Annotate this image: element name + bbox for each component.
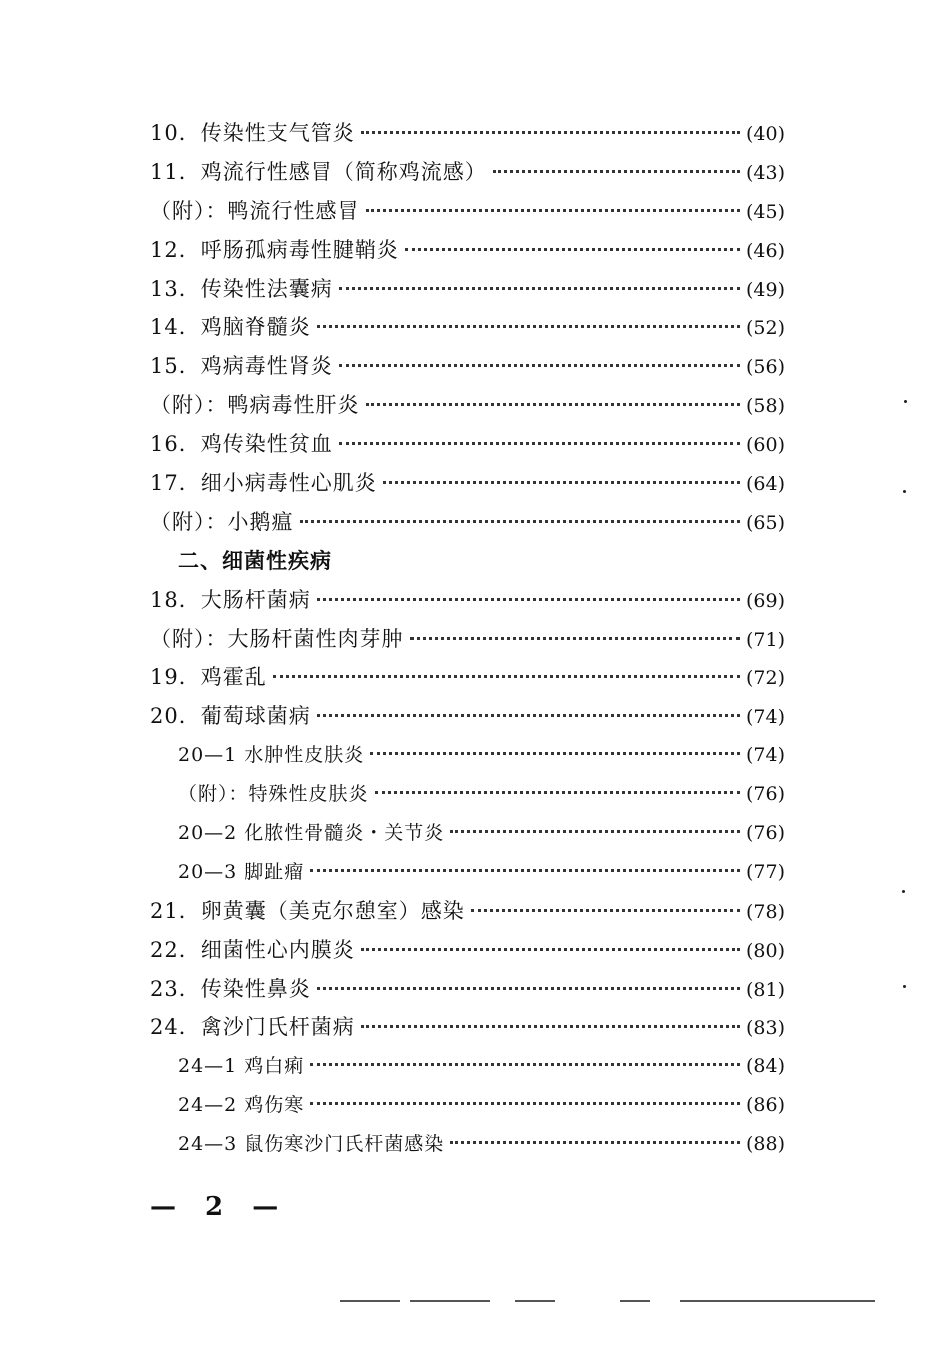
toc-entry-page: (64) (746, 473, 786, 496)
dot-leader (300, 520, 741, 523)
toc-entry-page: (49) (746, 278, 786, 301)
dot-leader (310, 869, 740, 872)
toc-entry-page: (40) (746, 123, 786, 145)
scan-speck (904, 400, 907, 403)
toc-entry-title: 20—1 水肿性皮肤炎 (178, 744, 365, 767)
toc-entry-title: 22．细菌性心内膜炎 (150, 937, 355, 962)
toc-entry (150, 114, 800, 153)
scan-artifact-line (680, 1300, 875, 1302)
dot-leader (339, 364, 740, 367)
dot-leader (361, 131, 740, 134)
toc-entry-title: （附）：鸭流行性感冒 (150, 198, 360, 223)
toc-entry-title: 24—2 鸡伤寒 (178, 1094, 305, 1117)
toc-entry-page: (88) (746, 1133, 786, 1156)
toc-entry-page: (65) (746, 511, 786, 534)
dot-leader (410, 637, 741, 640)
toc-entry-page: (52) (746, 317, 786, 340)
toc-entry (150, 464, 800, 503)
toc-entry-page: (74) (746, 706, 786, 729)
toc-entry (150, 503, 800, 542)
scan-artifact-line (515, 1300, 555, 1302)
toc-entry (150, 814, 800, 853)
toc-entry-title: 12．呼肠孤病毒性腱鞘炎 (150, 237, 399, 262)
toc-entry (150, 892, 800, 931)
toc-entry-page: (58) (746, 395, 786, 418)
toc-entry-title: 24—1 鸡白痢 (178, 1055, 305, 1078)
toc-entry (150, 153, 800, 192)
toc-entry-title: 20—2 化脓性骨髓炎・关节炎 (178, 822, 445, 845)
toc-entry (150, 853, 800, 892)
toc-entry-page: (74) (746, 744, 786, 767)
toc-entry (150, 270, 800, 309)
toc-entry-title: 24—3 鼠伤寒沙门氏杆菌感染 (178, 1133, 445, 1156)
toc-entry-page: (81) (746, 978, 786, 1001)
toc-entry-page: (86) (746, 1094, 786, 1117)
toc-entry-page: (72) (746, 667, 786, 690)
toc-entry-title: 23．传染性鼻炎 (150, 976, 311, 1001)
toc-entry (150, 347, 800, 386)
section-heading (150, 542, 800, 581)
toc-entry-page: (71) (746, 628, 786, 651)
toc-entry (150, 231, 800, 270)
page-number: — 2 — (150, 1192, 289, 1222)
dot-leader (405, 248, 740, 251)
toc-entry (150, 1047, 800, 1086)
toc-entry (150, 386, 800, 425)
toc-entry-page: (43) (746, 161, 786, 184)
toc-entry-page: (60) (746, 434, 786, 457)
toc-entry-title: （附）：小鹅瘟 (150, 509, 294, 534)
table-of-contents (150, 114, 800, 1164)
toc-entry (150, 192, 800, 231)
toc-entry (150, 970, 800, 1009)
toc-entry-title: （附）：特殊性皮肤炎 (178, 783, 369, 806)
toc-entry-page: (78) (746, 900, 786, 923)
dot-leader (310, 1102, 740, 1105)
dot-leader (450, 830, 740, 833)
toc-entry (150, 1086, 800, 1125)
toc-entry (150, 620, 800, 659)
toc-entry (150, 775, 800, 814)
toc-entry-title: 14．鸡脑脊髓炎 (150, 315, 311, 340)
toc-entry-page: (84) (746, 1055, 786, 1078)
scan-speck (903, 985, 906, 988)
toc-entry-title: 13．传染性法囊病 (150, 276, 333, 301)
dot-leader (361, 948, 740, 951)
scan-artifact-line (340, 1300, 400, 1302)
dot-leader (375, 791, 740, 794)
toc-entry-title: 19．鸡霍乱 (150, 665, 267, 690)
scan-speck (903, 490, 906, 493)
dot-leader (317, 714, 740, 717)
toc-entry-title: 二、细菌性疾病 (178, 547, 332, 573)
toc-entry-page: (76) (746, 783, 786, 806)
toc-entry (150, 736, 800, 775)
dot-leader (370, 752, 740, 755)
dot-leader (493, 170, 740, 173)
toc-entry-title: 20．葡萄球菌病 (150, 704, 311, 729)
toc-entry (150, 308, 800, 347)
toc-entry-page: (83) (746, 1017, 786, 1040)
toc-entry-title: 18．大肠杆菌病 (150, 587, 311, 612)
dot-leader (310, 1063, 740, 1066)
toc-entry (150, 658, 800, 697)
dot-leader (339, 442, 740, 445)
toc-entry (150, 581, 800, 620)
dot-leader (383, 481, 740, 484)
toc-entry-page: (69) (746, 589, 786, 612)
toc-entry-title: 21．卵黄囊（美克尔憩室）感染 (150, 898, 465, 923)
toc-entry-title: （附）：大肠杆菌性肉芽肿 (150, 626, 404, 651)
toc-entry-title: 15．鸡病毒性肾炎 (150, 354, 333, 379)
toc-entry-title: （附）：鸭病毒性肝炎 (150, 393, 360, 418)
toc-entry-title: 24．禽沙门氏杆菌病 (150, 1015, 355, 1040)
dot-leader (471, 909, 740, 912)
dot-leader (339, 287, 740, 290)
toc-entry-title: 10．传染性支气管炎 (150, 121, 355, 145)
toc-entry (150, 697, 800, 736)
dot-leader (450, 1141, 740, 1144)
toc-entry-title: 16．鸡传染性贫血 (150, 432, 333, 457)
scan-artifact-line (620, 1300, 650, 1302)
dot-leader (273, 675, 740, 678)
dot-leader (317, 598, 740, 601)
toc-entry-page: (80) (746, 939, 786, 962)
dot-leader (317, 987, 740, 990)
dot-leader (366, 209, 741, 212)
dot-leader (317, 325, 740, 328)
toc-entry-title: 17．细小病毒性心肌炎 (150, 471, 377, 496)
toc-entry-page: (46) (746, 239, 786, 262)
toc-entry-page: (56) (746, 356, 786, 379)
scan-speck (902, 890, 905, 893)
toc-entry-page: (45) (746, 200, 786, 223)
toc-entry (150, 931, 800, 970)
toc-entry-page: (77) (746, 860, 786, 883)
dot-leader (366, 403, 741, 406)
toc-entry (150, 1125, 800, 1164)
toc-entry (150, 1008, 800, 1047)
toc-entry-title: 11．鸡流行性感冒（简称鸡流感） (150, 159, 487, 184)
toc-entry (150, 425, 800, 464)
scan-artifact-line (410, 1300, 490, 1302)
toc-entry-page: (76) (746, 822, 786, 845)
toc-entry-title: 20—3 脚趾瘤 (178, 860, 305, 883)
dot-leader (361, 1025, 740, 1028)
